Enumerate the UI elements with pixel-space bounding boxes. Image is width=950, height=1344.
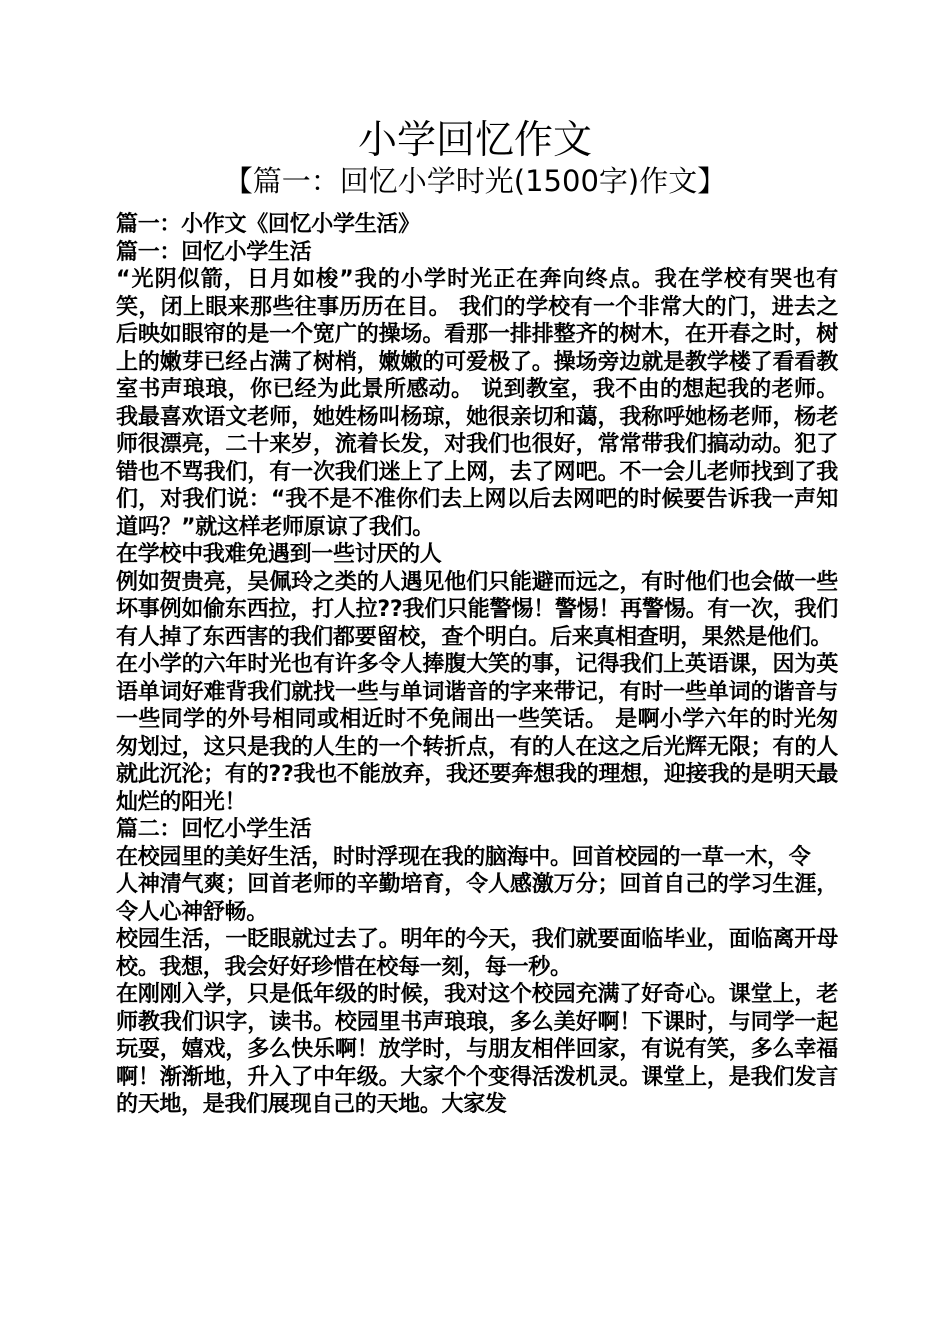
paragraph-1: 篇一：小作文《回忆小学生活》	[116, 212, 420, 237]
page-title: 小学回忆作文	[357, 118, 592, 163]
paragraph-11: 在刚刚入学，只是低年级的时候，我对这个校园充满了好奇心。课堂上，老师教我们识字，读书。校园里书声琅琅，多么美好啊！下课时，与同学一起玩耍，嬉戏，多么快乐啊！放学时，与朋友相伴回家，有说有笑，多么幸福啊！渐渐地，升入了中年级。大家个个变得活泼机灵。课堂上，是我们发言的天地，是我们展现自己的天地。大家发	[116, 982, 838, 1117]
paragraph-3: “光阴似箭，日月如梭”我的小学时光正在奔向终点。我在学校有哭也有笑，闭上眼来那些往事历历在目。 我们的学校有一个非常大的门，进去之后映如眼帘的是一个宽广的操场。看那一排排整齐的树木，在开春之时，树上的嫩芽已经占满了树梢，嫩嫩的可爱极了。操场旁边就是教学楼了看看教室书声琅琅，你已经为此景所感动。 说到教室，我不由的想起我的老师。我最喜欢语文老师，她姓杨叫杨琼，她很亲切和蔼，我称呼她杨老师，杨老师很漂亮，二十来岁，流着长发，对我们也很好，常常带我们搞动动。犯了错也不骂我们，有一次我们迷上了上网，去了网吧。不一会儿老师找到了我们，对我们说：“我不是不准你们去上网以后去网吧的时候要告诉我一声知道吗？”就这样老师原谅了我们。	[116, 267, 838, 540]
paragraph-7: 篇二：回忆小学生活	[116, 817, 312, 842]
paragraph-8: 在校园里的美好生活，时时浮现在我的脑海中。回首校园的一草一木，令	[116, 844, 811, 870]
paragraph-9: 人神清气爽；回首老师的辛勤培育，令人感激万分；回首自己的学习生涯，令人心神舒畅。	[116, 872, 838, 925]
paragraph-10: 校园生活，一眨眼就过去了。明年的今天，我们就要面临毕业，面临离开母校。我想，我会好好珍惜在校每一刻，每一秒。	[116, 927, 838, 980]
paragraph-6: 在小学的六年时光也有许多令人捧腹大笑的事，记得我们上英语课，因为英语单词好难背我们就找一些与单词谐音的字来带记，有时一些单词的谐音与一些同学的外号相同或相近时不免闹出一些笑话。 是啊小学六年的时光匆匆划过，这只是我的人生的一个转折点，有的人在这之后光辉无限；有的人就此沉沦；有的??我也不能放弃，我还要奔想我的理想，迎接我的是明天最灿烂的阳光！	[116, 652, 838, 815]
document-body	[116, 211, 838, 1119]
paragraph-2: 篇一：回忆小学生活	[116, 239, 312, 265]
paragraph-5: 例如贺贵亮，吴佩玲之类的人遇见他们只能避而远之，有时他们也会做一些坏事例如偷东西拉，打人拉??我们只能警惕！警惕！再警惕。有一次，我们有人掉了东西害的我们都要留校，查个明白。后来真相查明，果然是他们。	[116, 569, 838, 650]
paragraph-4: 在学校中我难免遇到一些讨厌的人	[116, 542, 442, 567]
page-subtitle: 【篇一：回忆小学时光(1500字)作文】	[223, 164, 727, 198]
